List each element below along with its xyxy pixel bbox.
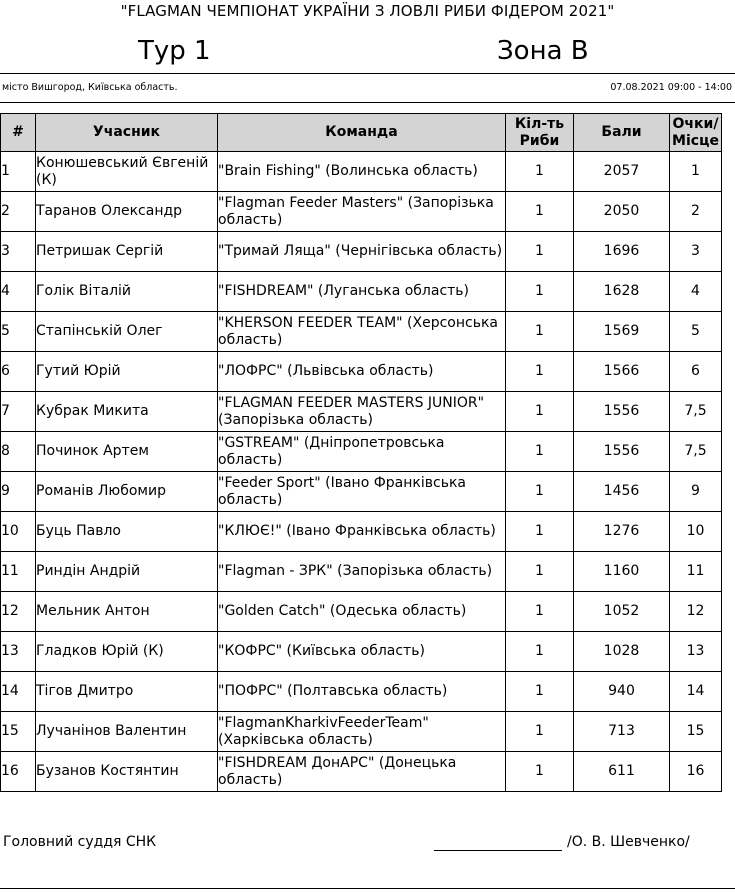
cell-participant: Бузанов Костянтин: [36, 752, 218, 792]
table-row: [1, 392, 722, 432]
cell-participant: Починок Артем: [36, 432, 218, 472]
cell-team: "FlagmanKharkivFeederTeam" (Харківська область): [218, 712, 506, 752]
venue-text: місто Вишгород, Київська область.: [2, 82, 178, 93]
cell-points: 1276: [574, 512, 670, 552]
tour-label: Тур 1: [138, 36, 211, 66]
table-row: [1, 512, 722, 552]
table-row: [1, 232, 722, 272]
col-header-score-line1: Очки/: [672, 115, 719, 132]
col-header-participant: Учасник: [36, 114, 218, 152]
cell-fish-count: 1: [506, 432, 574, 472]
cell-score: 9: [670, 472, 722, 512]
table-row: [1, 632, 722, 672]
cell-number: 14: [1, 672, 36, 712]
cell-team: "GSTREAM" (Дніпропетровська область): [218, 432, 506, 472]
table-row: [1, 272, 722, 312]
table-header-row: [1, 114, 722, 152]
cell-score: 5: [670, 312, 722, 352]
cell-score: 10: [670, 512, 722, 552]
cell-team: "Flagman Feeder Masters" (Запорізька область): [218, 192, 506, 232]
cell-score: 11: [670, 552, 722, 592]
zone-label: Зона В: [497, 36, 589, 66]
cell-participant: Риндін Андрій: [36, 552, 218, 592]
cell-number: 13: [1, 632, 36, 672]
signature-line: [434, 850, 562, 851]
col-header-score: [670, 114, 722, 152]
cell-score: 4: [670, 272, 722, 312]
cell-points: 713: [574, 712, 670, 752]
cell-participant: Таранов Олександр: [36, 192, 218, 232]
cell-points: 2050: [574, 192, 670, 232]
cell-team: "KHERSON FEEDER TEAM" (Херсонська область): [218, 312, 506, 352]
table-row: [1, 312, 722, 352]
col-header-points: Бали: [574, 114, 670, 152]
cell-number: 7: [1, 392, 36, 432]
header-divider-bottom: [0, 102, 735, 103]
cell-score: 14: [670, 672, 722, 712]
cell-points: 1628: [574, 272, 670, 312]
cell-team: "КОФРС" (Київська область): [218, 632, 506, 672]
cell-team: "КЛЮЄ!" (Івано Франківська область): [218, 512, 506, 552]
cell-number: 5: [1, 312, 36, 352]
cell-number: 4: [1, 272, 36, 312]
cell-participant: Петришак Сергій: [36, 232, 218, 272]
cell-fish-count: 1: [506, 392, 574, 432]
cell-number: 3: [1, 232, 36, 272]
cell-points: 1160: [574, 552, 670, 592]
cell-number: 9: [1, 472, 36, 512]
table-row: [1, 672, 722, 712]
col-header-fish-count-line2: Риби: [519, 132, 560, 149]
table-row: [1, 712, 722, 752]
cell-fish-count: 1: [506, 712, 574, 752]
cell-team: "ПОФРС" (Полтавська область): [218, 672, 506, 712]
chief-judge-label: Головний суддя СНК: [3, 834, 157, 850]
cell-participant: Гладков Юрій (К): [36, 632, 218, 672]
cell-points: 1566: [574, 352, 670, 392]
cell-number: 10: [1, 512, 36, 552]
cell-fish-count: 1: [506, 512, 574, 552]
cell-fish-count: 1: [506, 272, 574, 312]
cell-number: 2: [1, 192, 36, 232]
cell-number: 8: [1, 432, 36, 472]
results-table: [0, 113, 722, 792]
cell-points: 611: [574, 752, 670, 792]
cell-fish-count: 1: [506, 472, 574, 512]
signature-name: /О. В. Шевченко/: [567, 834, 690, 850]
cell-score: 7,5: [670, 392, 722, 432]
cell-points: 1028: [574, 632, 670, 672]
cell-points: 940: [574, 672, 670, 712]
cell-fish-count: 1: [506, 352, 574, 392]
cell-number: 6: [1, 352, 36, 392]
table-row: [1, 432, 722, 472]
cell-points: 1052: [574, 592, 670, 632]
cell-points: 1556: [574, 432, 670, 472]
cell-participant: Мельник Антон: [36, 592, 218, 632]
cell-score: 15: [670, 712, 722, 752]
cell-fish-count: 1: [506, 752, 574, 792]
cell-participant: Гутий Юрій: [36, 352, 218, 392]
cell-number: 12: [1, 592, 36, 632]
cell-score: 13: [670, 632, 722, 672]
col-header-fish-count: [506, 114, 574, 152]
cell-fish-count: 1: [506, 232, 574, 272]
cell-participant: Стапінській Олег: [36, 312, 218, 352]
cell-score: 12: [670, 592, 722, 632]
table-row: [1, 752, 722, 792]
cell-score: 2: [670, 192, 722, 232]
cell-participant: Романів Любомир: [36, 472, 218, 512]
cell-fish-count: 1: [506, 312, 574, 352]
cell-score: 16: [670, 752, 722, 792]
cell-team: "FISHDREAM ДонАРС" (Донецька область): [218, 752, 506, 792]
cell-points: 1696: [574, 232, 670, 272]
cell-score: 3: [670, 232, 722, 272]
footer-divider: [0, 888, 735, 889]
cell-score: 1: [670, 152, 722, 192]
cell-team: "FISHDREAM" (Луганська область): [218, 272, 506, 312]
cell-points: 1569: [574, 312, 670, 352]
cell-score: 6: [670, 352, 722, 392]
cell-fish-count: 1: [506, 592, 574, 632]
cell-participant: Лучанінов Валентин: [36, 712, 218, 752]
cell-fish-count: 1: [506, 672, 574, 712]
cell-points: 2057: [574, 152, 670, 192]
cell-fish-count: 1: [506, 632, 574, 672]
cell-number: 15: [1, 712, 36, 752]
cell-team: "ЛОФРС" (Львівська область): [218, 352, 506, 392]
cell-team: "Тримай Ляща" (Чернігівська область): [218, 232, 506, 272]
table-row: [1, 152, 722, 192]
date-time-text: 07.08.2021 09:00 - 14:00: [610, 82, 732, 93]
cell-team: "FLAGMAN FEEDER MASTERS JUNIOR" (Запорізька область): [218, 392, 506, 432]
col-header-score-line2: Місце: [672, 132, 719, 149]
cell-participant: Кубрак Микита: [36, 392, 218, 432]
table-row: [1, 192, 722, 232]
cell-team: "Brain Fishing" (Волинська область): [218, 152, 506, 192]
cell-participant: Тігов Дмитро: [36, 672, 218, 712]
header-divider-top: [0, 73, 735, 74]
cell-points: 1556: [574, 392, 670, 432]
document-title: "FLAGMAN ЧЕМПІОНАТ УКРАЇНИ З ЛОВЛІ РИБИ ФІДЕРОМ 2021": [120, 2, 615, 20]
table-row: [1, 592, 722, 632]
cell-participant: Голік Віталій: [36, 272, 218, 312]
col-header-team: Команда: [218, 114, 506, 152]
col-header-number: #: [1, 114, 36, 152]
cell-score: 7,5: [670, 432, 722, 472]
cell-number: 1: [1, 152, 36, 192]
table-row: [1, 352, 722, 392]
table-row: [1, 472, 722, 512]
cell-participant: Буць Павло: [36, 512, 218, 552]
cell-number: 16: [1, 752, 36, 792]
cell-team: "Feeder Sport" (Івано Франківська область): [218, 472, 506, 512]
col-header-fish-count-line1: Кіл-ть: [514, 115, 565, 132]
cell-team: "Flagman - ЗРК" (Запорізька область): [218, 552, 506, 592]
cell-team: "Golden Catch" (Одеська область): [218, 592, 506, 632]
cell-number: 11: [1, 552, 36, 592]
cell-participant: Конюшевський Євгеній (К): [36, 152, 218, 192]
cell-fish-count: 1: [506, 552, 574, 592]
cell-points: 1456: [574, 472, 670, 512]
cell-fish-count: 1: [506, 152, 574, 192]
cell-fish-count: 1: [506, 192, 574, 232]
table-row: [1, 552, 722, 592]
